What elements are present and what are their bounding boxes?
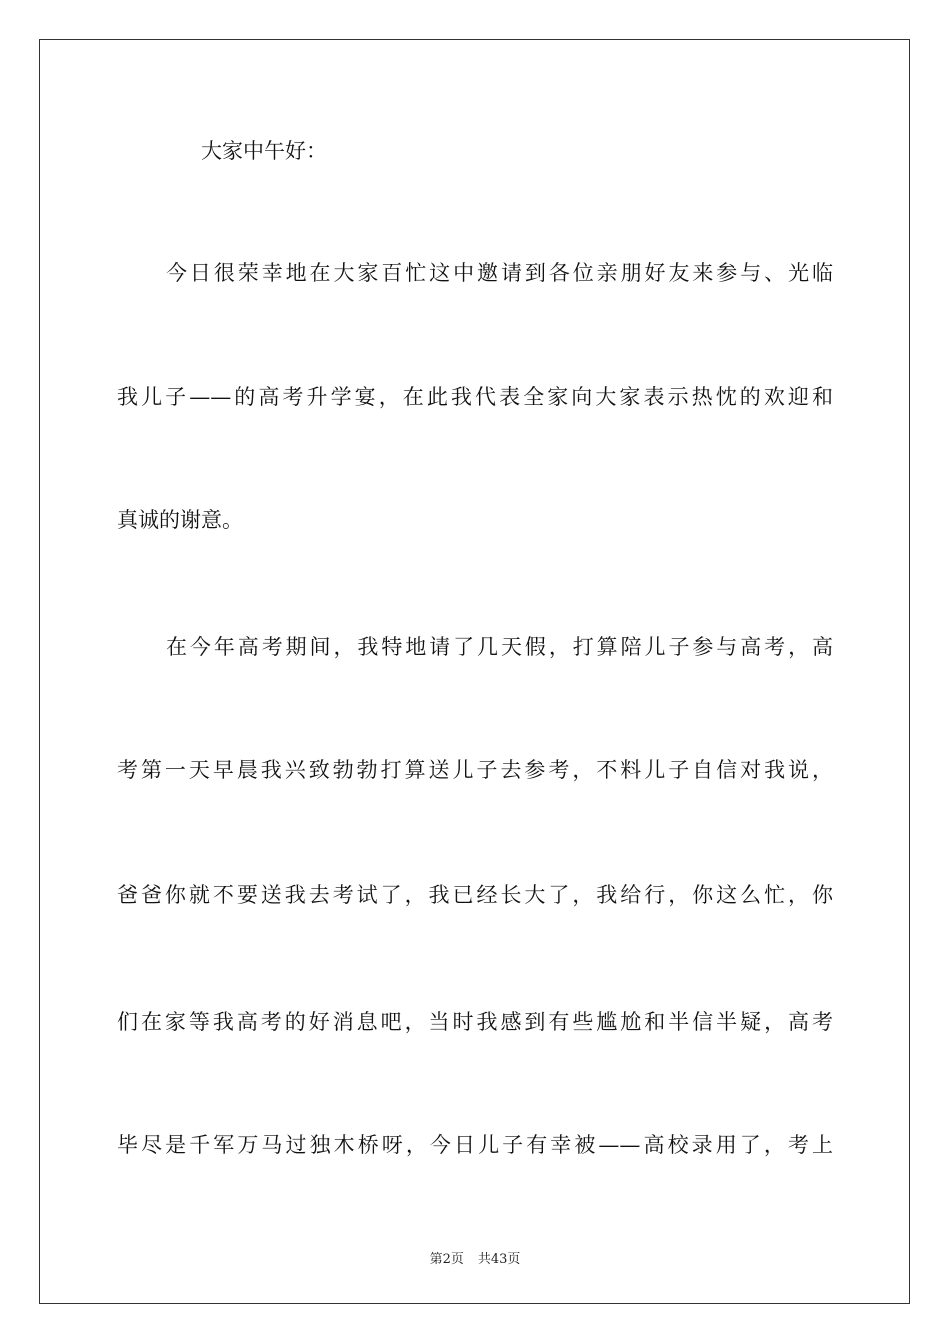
paragraph-2-line-4: 们在家等我高考的好消息吧，当时我感到有些尴尬和半信半疑，高考 xyxy=(117,1010,833,1034)
paragraph-1-line-1: 今日很荣幸地在大家百忙这中邀请到各位亲朋好友来参与、光临 xyxy=(166,261,833,285)
total-pages: 共43页 xyxy=(477,1252,521,1267)
paragraph-2-line-3: 爸爸你就不要送我去考试了，我已经长大了，我给行，你这么忙，你 xyxy=(117,883,833,907)
paragraph-2-line-2: 考第一天早晨我兴致勃勃打算送儿子去参考，不料儿子自信对我说， xyxy=(117,758,833,782)
page-footer xyxy=(0,1248,950,1267)
paragraph-2-line-1: 在今年高考期间，我特地请了几天假，打算陪儿子参与高考，高 xyxy=(166,635,833,659)
paragraph-1-line-2: 我儿子——的高考升学宴，在此我代表全家向大家表示热忱的欢迎和 xyxy=(117,385,833,409)
paragraph-2-line-5: 毕尽是千军万马过独木桥呀，今日儿子有幸被——高校录用了，考上 xyxy=(117,1133,833,1157)
page-number: 第2页 xyxy=(429,1252,464,1267)
greeting-line: 大家中午好： xyxy=(201,139,327,163)
paragraph-1-line-3: 真诚的谢意。 xyxy=(117,508,243,532)
page-border xyxy=(39,39,910,1304)
